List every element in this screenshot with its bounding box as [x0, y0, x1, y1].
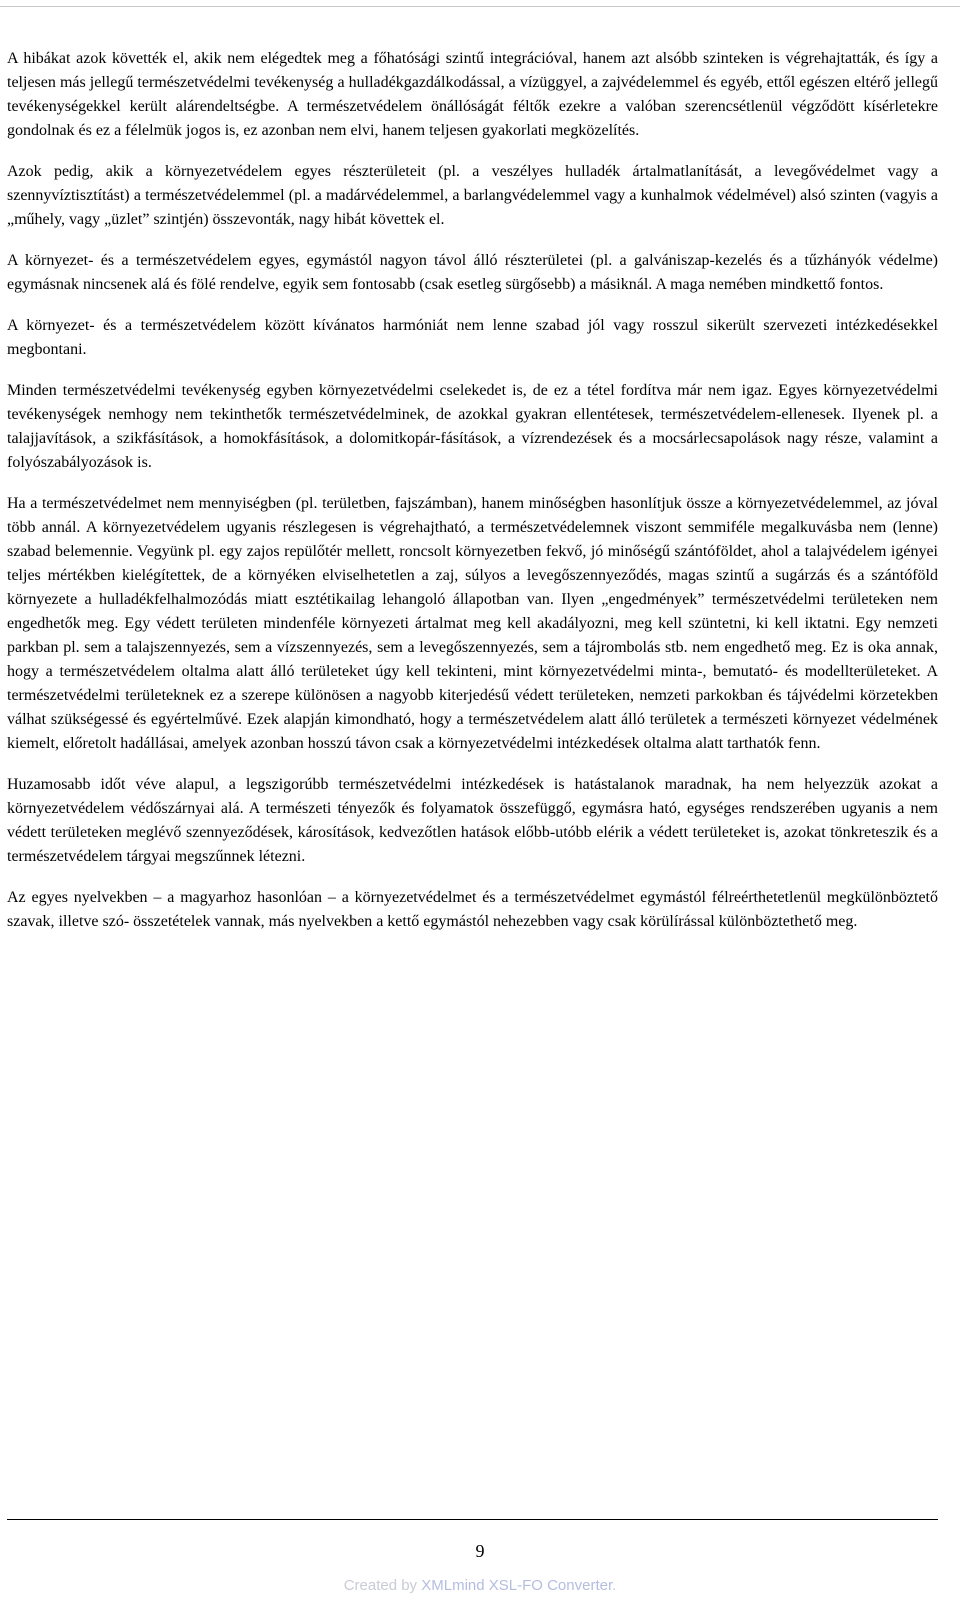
watermark-suffix: .: [612, 1577, 617, 1594]
paragraph: Minden természetvédelmi tevékenység egyben környezetvédelmi cselekedet is, de ez a tétel fordítva már nem igaz. Egyes környezetvédelmi tevékenységek nemhogy nem tekinthetők természetvédelminek, de azokkal gyakran ellentétesek, természetvédelem-ellenesek. Ilyenek pl. a talajjavítások, a szikfásítások, a homokfásítások, a dolomitkopár-fásítások, a vízrendezések és a mocsárlecsapolások nagy része, valamint a folyószabályozások is.: [7, 382, 938, 471]
page-number: 9: [475, 1541, 485, 1561]
footer-divider: [7, 1519, 938, 1520]
converter-watermark: [0, 1576, 960, 1596]
watermark-prefix: Created by: [343, 1577, 422, 1594]
paragraph: A hibákat azok követték el, akik nem elégedtek meg a főhatósági szintű integrációval, hanem azt alsóbb szinteken is végrehajtatták, és így a teljesen más jellegű természetvédelmi tevékenység a hulladékgazdálkodással, a vízüggyel, a zajvédelemmel és egyéb, ettől egészen eltérő jellegű tevékenységekkel került alárendeltségbe. A természetvédelem önállóságát féltők ezekre a valóban szerencsétlenül végződött kísérletekre gondolnak és ez a félelmük jogos is, ez azonban nem elvi, hanem teljesen gyakorlati megközelítés.: [7, 50, 938, 139]
paragraph: Azok pedig, akik a környezetvédelem egyes részterületeit (pl. a veszélyes hulladék ártalmatlanítását, a levegővédelmet vagy a szennyvíztisztítást) a természetvédelemmel (pl. a madárvédelemmel, a barlangvédelemmel vagy a kunhalmok védelmével) alsó szinten (vagyis a „műhely, vagy „üzlet” szintjén) összevonták, nagy hibát követtek el.: [7, 163, 938, 228]
paragraph: Huzamosabb időt véve alapul, a legszigorúbb természetvédelmi intézkedések is hatástalanok maradnak, ha nem helyezzük azokat a környezetvédelem védőszárnyai alá. A természeti tényezők és folyamatok összefüggő, egymásra ható, egységes rendszerében ugyanis a nem védett területeken meglévő szennyeződések, károsítások, kedvezőtlen hatások előbb-utóbb elérik a védett területeket is, azokat tönkreteszik és a természetvédelem tárgyai megszűnnek létezni.: [7, 776, 938, 865]
document-body: [7, 47, 938, 951]
paragraph: Az egyes nyelvekben – a magyarhoz hasonlóan – a környezetvédelmet és a természetvédelmet egymástól félreérthetetlenül megkülönböztető szavak, illetve szó- összetételek vannak, más nyelvekben a kettő egymástól nehezebben vagy csak körülírással különböztethető meg.: [7, 889, 938, 930]
paragraph: Ha a természetvédelmet nem mennyiségben (pl. területben, fajszámban), hanem minőségben hasonlítjuk össze a környezetvédelemmel, az jóval több annál. A környezetvédelem ugyanis részlegesen is végrehajtható, a természetvédelemnek viszont semmiféle megalkuvásba nem (lenne) szabad belemennie. Vegyünk pl. egy zajos repülőtér mellett, roncsolt környezetben fekvő, jó minőségű szántóföldet, ahol a talajvédelem igényei teljes mértékben kielégítettek, de a környéken elviselhetetlen a zaj, súlyos a levegőszennyeződés, magas szintű a sugárzás és a szántóföld környezete a hulladékfelhalmozódás miatt esztétikailag lehangoló állapotban van. Ilyen „engedmények” természetvédelmi területeken nem engedhetők meg. Egy védett területen mindenféle környezeti ártalmat meg kell akadályozni, meg kell szüntetni, ki kell iktatni. Egy nemzeti parkban pl. sem a talajszennyezés, sem a vízszennyezés, sem a levegőszennyezés, sem a tájrombolás stb. nem engedhető meg. Ez is oka annak, hogy a természetvédelem oltalma alatt álló területeket úgy kell tekinteni, mint környezetvédelmi minta-, bemutató- és modellterületeket. A természetvédelmi területeknek ez a szerepe különösen a nagyobb kiterjedésű védett területeken, nemzeti parkokban és tájvédelmi körzetekben válhat szükségessé és egyértelművé. Ezek alapján kimondható, hogy a természetvédelem alatt álló területek a természeti környezet védelmének kiemelt, előretolt hadállásai, amelyek azonban hosszú távon csak a környezetvédelmi intézkedések oltalma alatt tarthatók fenn.: [7, 495, 938, 752]
paragraph: A környezet- és a természetvédelem között kívánatos harmóniát nem lenne szabad jól vagy rosszul sikerült szervezeti intézkedésekkel megbontani.: [7, 317, 938, 358]
top-edge: [0, 0, 960, 7]
paragraph: A környezet- és a természetvédelem egyes, egymástól nagyon távol álló részterületei (pl. a galvániszap-kezelés és a tűzhányók védelme) egymásnak nincsenek alá és fölé rendelve, egyik sem fontosabb (csak esetleg sürgősebb) a másiknál. A maga nemében mindkettő fontos.: [7, 252, 938, 293]
watermark-brand-link[interactable]: XMLmind XSL-FO Converter: [421, 1577, 613, 1594]
